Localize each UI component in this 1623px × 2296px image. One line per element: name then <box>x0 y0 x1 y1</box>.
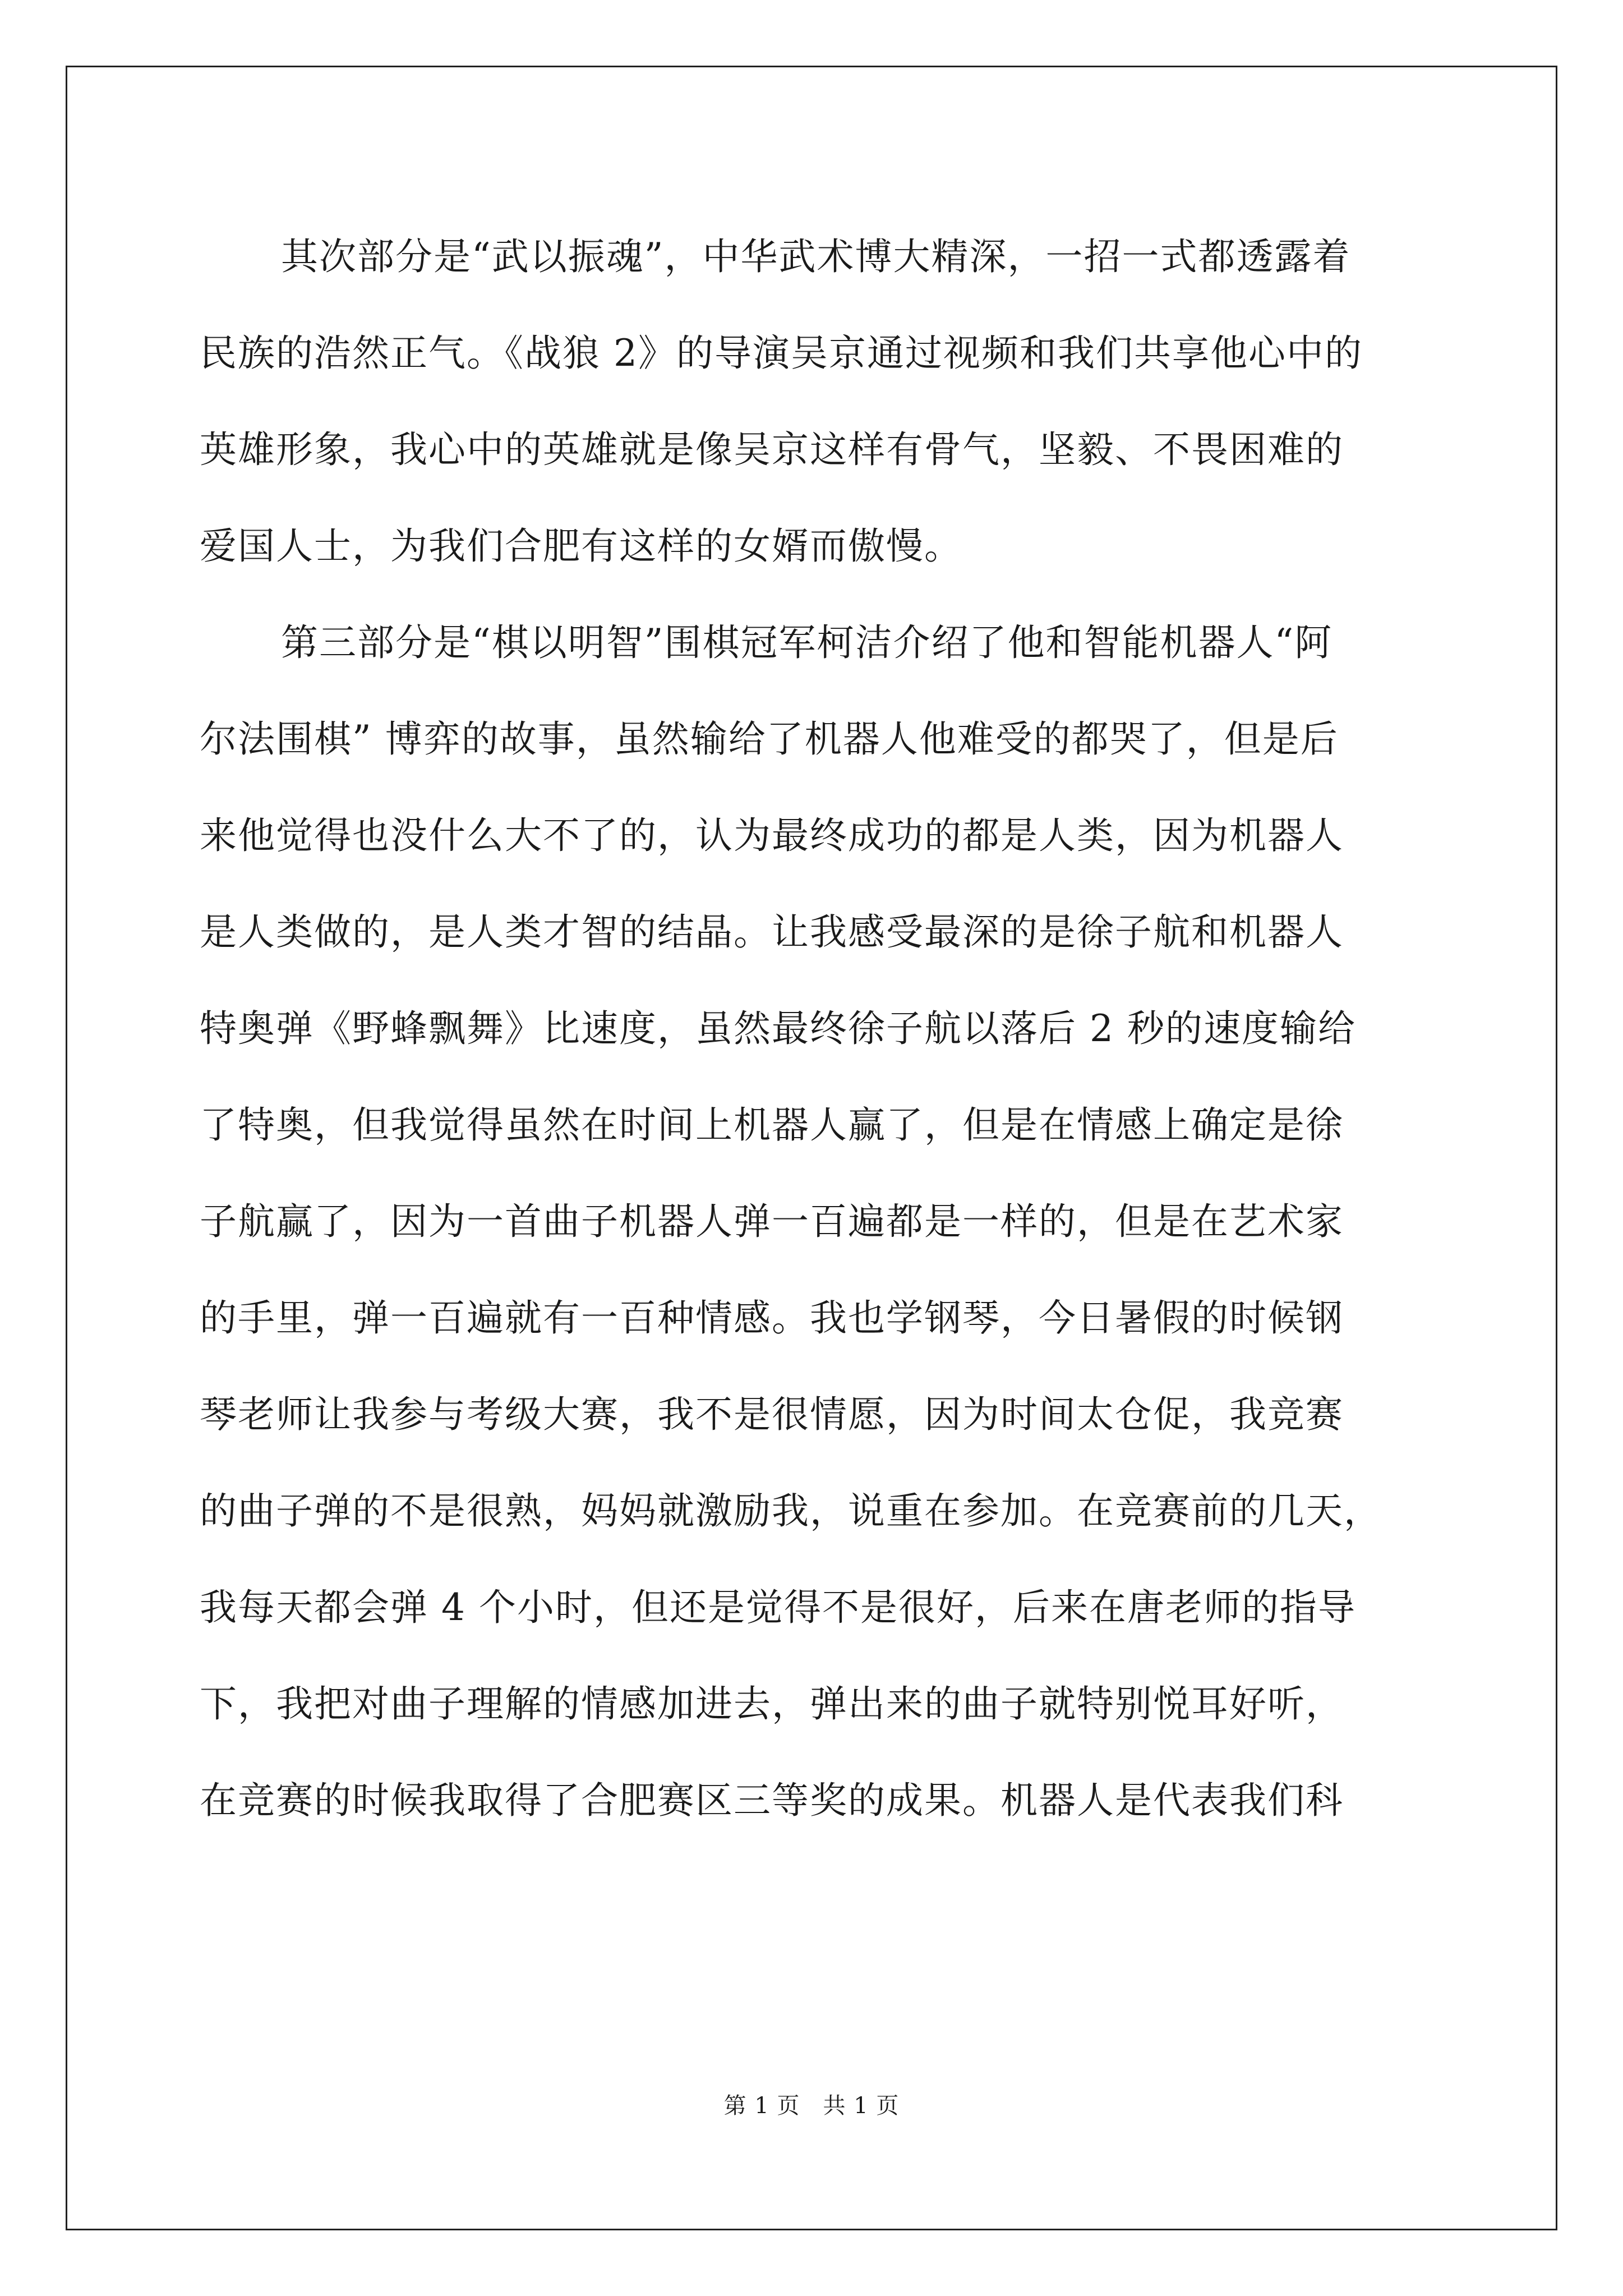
text-line: 了特奥，但我觉得虽然在时间上机器人赢了，但是在情感上确定是徐 <box>200 1103 1344 1147</box>
document-body <box>200 209 1428 1849</box>
text-line: 琴老师让我参与考级大赛，我不是很情愿，因为时间太仓促，我竞赛 <box>200 1393 1344 1436</box>
text-line: 尔法围棋” 博弈的故事，虽然输给了机器人他难受的都哭了，但是后 <box>200 717 1339 761</box>
text-line: 下，我把对曲子理解的情感加进去，弹出来的曲子就特别悦耳好听， <box>200 1682 1344 1726</box>
text-line: 我每天都会弹 4 个小时，但还是觉得不是很好，后来在唐老师的指导 <box>200 1586 1356 1629</box>
text-line: 在竞赛的时候我取得了合肥赛区三等奖的成果。机器人是代表我们科 <box>200 1779 1344 1822</box>
text-line: 子航赢了，因为一首曲子机器人弹一百遍都是一样的，但是在艺术家 <box>200 1200 1344 1243</box>
text-line: 第三部分是“棋以明智”围棋冠军柯洁介绍了他和智能机器人“阿 <box>281 621 1333 664</box>
text-line: 民族的浩然正气。《战狼 2》的导演吴京通过视频和我们共享他心中的 <box>200 332 1363 375</box>
text-line: 英雄形象，我心中的英雄就是像吴京这样有骨气，坚毅、不畏困难的 <box>200 428 1344 471</box>
text-line: 爱国人士，为我们合肥有这样的女婿而傲慢。 <box>200 524 962 568</box>
text-line: 的手里，弹一百遍就有一百种情感。我也学钢琴，今日暑假的时候钢 <box>200 1296 1344 1340</box>
text-line: 是人类做的，是人类才智的结晶。让我感受最深的是徐子航和机器人 <box>200 910 1344 954</box>
page-number-footer: 第 1 页 共 1 页 <box>723 2093 900 2119</box>
text-line: 来他觉得也没什么大不了的，认为最终成功的都是人类，因为机器人 <box>200 814 1344 857</box>
text-line: 其次部分是“武以振魂”，中华武术博大精深，一招一式都透露着 <box>281 235 1351 278</box>
text-line: 特奥弹《野蜂飘舞》比速度，虽然最终徐子航以落后 2 秒的速度输给 <box>200 1007 1356 1050</box>
text-line: 的曲子弹的不是很熟，妈妈就激励我，说重在参加。在竞赛前的几天， <box>200 1489 1382 1533</box>
